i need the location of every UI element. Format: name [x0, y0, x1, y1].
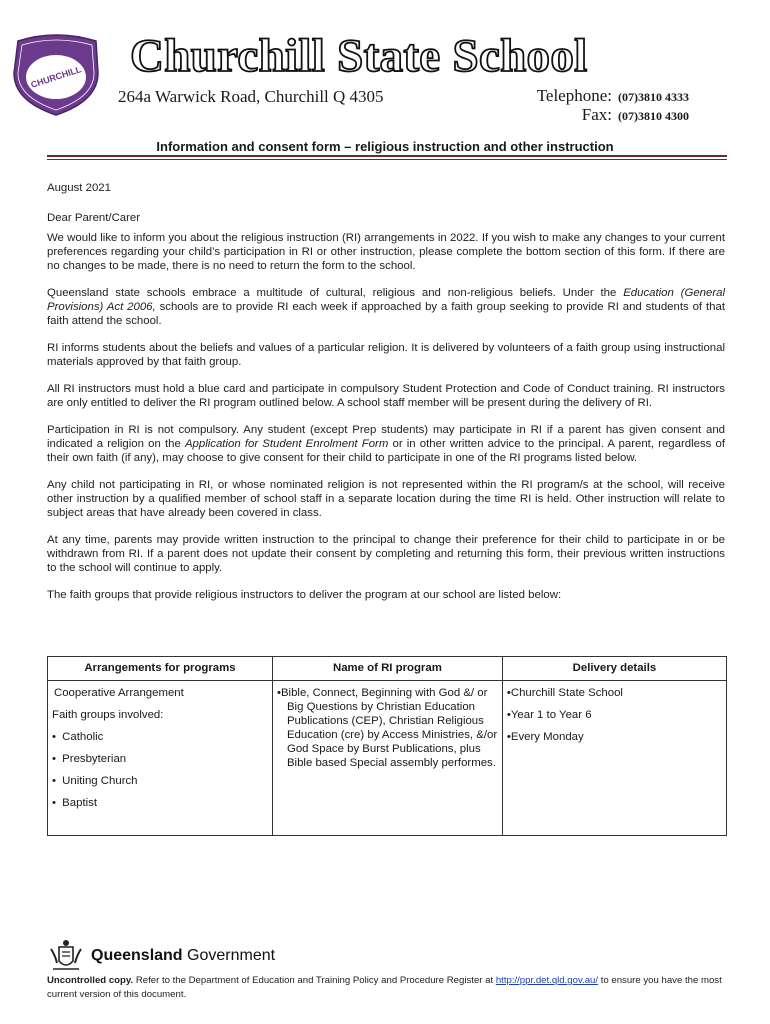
- faith-groups-label: Faith groups involved:: [52, 709, 164, 721]
- table-row: [48, 681, 727, 836]
- svg-text:CHURCHILL: CHURCHILL: [29, 64, 83, 90]
- telephone-number: (07)3810 4333: [618, 90, 689, 104]
- letter-date: August 2021: [47, 182, 111, 194]
- telephone-line: Telephone: (07)3810 4333: [537, 87, 704, 106]
- paragraph-participation: Participation in RI is not compulsory. Any student (except Prep students) may participate in RI if a parent has given consent and indicated a religion on the Application for Student Enrolment Form or in other written advice to the principal. A parent, regardless of their own faith (if any), may choose to give consent for their child to participate in one of the RI programs listed below.: [47, 424, 726, 464]
- school-name: Churchill State School: [130, 30, 588, 82]
- paragraph-ri-definition: RI informs students about the beliefs and values of a particular religion. It is delivered by volunteers of a faith group using instructional materials approved by that faith group.: [47, 342, 725, 368]
- uncontrolled-copy-note: Uncontrolled copy. Refer to the Department of Education and Training Policy and Procedure Register at http://ppr.det.qld.gov.au/ to ensure you have the most current version of this document.: [47, 975, 722, 1000]
- arrangements-cell: [48, 681, 273, 836]
- title-rule-thick: [47, 155, 727, 157]
- paragraph-intro: We would like to inform you about the religious instruction (RI) arrangements in 2022. If you wish to make any changes to your current preferences regarding your child’s participation in RI or other instruction, please complete the bottom section of this form. If there are no changes to be made, there is no need to return the form to the school.: [47, 232, 725, 272]
- salutation: Dear Parent/Carer: [47, 212, 141, 224]
- letter-body: [47, 181, 725, 615]
- program-cell: [272, 681, 502, 836]
- school-address: 264a Warwick Road, Churchill Q 4305: [118, 87, 384, 106]
- fax-line: Fax: (07)3810 4300: [537, 106, 704, 125]
- paragraph-faith-groups: The faith groups that provide religious instructors to deliver the program at our school are listed below:: [47, 589, 562, 601]
- paragraph-instructors: All RI instructors must hold a blue card and participate in compulsory Student Protection and Code of Conduct training. RI instructors are only entitled to deliver the RI program outlined below. A school staff member will be present during the delivery of RI.: [47, 383, 725, 409]
- ri-program-table: [47, 656, 727, 836]
- delivery-cell: [502, 681, 726, 836]
- list-item: •Churchill State School: [506, 687, 623, 699]
- paragraph-legislation: Queensland state schools embrace a multitude of cultural, religious and non-religious beliefs. Under the Education (General Provisions) Act 2006, schools are to provide RI each week if approached by a faith group seeking to provide RI and students of that faith attend the school.: [47, 287, 725, 327]
- queensland-government-logo: Queensland Government: [47, 937, 257, 975]
- list-item: •Every Monday: [506, 731, 584, 743]
- form-title: Information and consent form – religious instruction and other instruction: [156, 139, 614, 154]
- arrangement-type: Cooperative Arrangement: [54, 687, 184, 699]
- list-item: • Presbyterian: [52, 753, 127, 765]
- paragraph-change-preference: At any time, parents may provide written instruction to the principal to change their preference for their child to participate in or be withdrawn from RI. If a parent does not update their consent by completing and returning this form, their previous written instructions to the school will continue to apply.: [47, 534, 725, 574]
- list-item: • Catholic: [52, 731, 104, 743]
- school-crest-logo: [8, 33, 105, 117]
- policy-register-link[interactable]: http://ppr.det.qld.gov.au/: [495, 975, 599, 986]
- list-item: • Uniting Church: [52, 775, 138, 787]
- list-item: • Baptist: [52, 797, 97, 809]
- paragraph-other-instruction: Any child not participating in RI, or whose nominated religion is not represented within the RI program/s at the school, will receive other instruction by a qualified member of school staff in a separate location during the time RI is held. Other instruction will relate to subject areas that have already been covered in class.: [47, 479, 725, 519]
- coat-of-arms-icon: [47, 937, 85, 975]
- title-rule-thin: [47, 159, 727, 160]
- table-header-row: [48, 657, 727, 681]
- fax-number: (07)3810 4300: [618, 109, 689, 123]
- list-item: •Year 1 to Year 6: [506, 709, 592, 721]
- contact-block: [537, 87, 704, 125]
- program-description: •Bible, Connect, Beginning with God &/ or Big Questions by Christian Education Publications (CEP), Christian Religious Education (cre) by Access Ministries, &/or God Space by Burst Publications, plus Bible based Special assembly performes.: [276, 687, 498, 769]
- header-delivery: Delivery details: [502, 657, 726, 681]
- header-arrangements: Arrangements for programs: [48, 657, 273, 681]
- header-program-name: Name of RI program: [272, 657, 502, 681]
